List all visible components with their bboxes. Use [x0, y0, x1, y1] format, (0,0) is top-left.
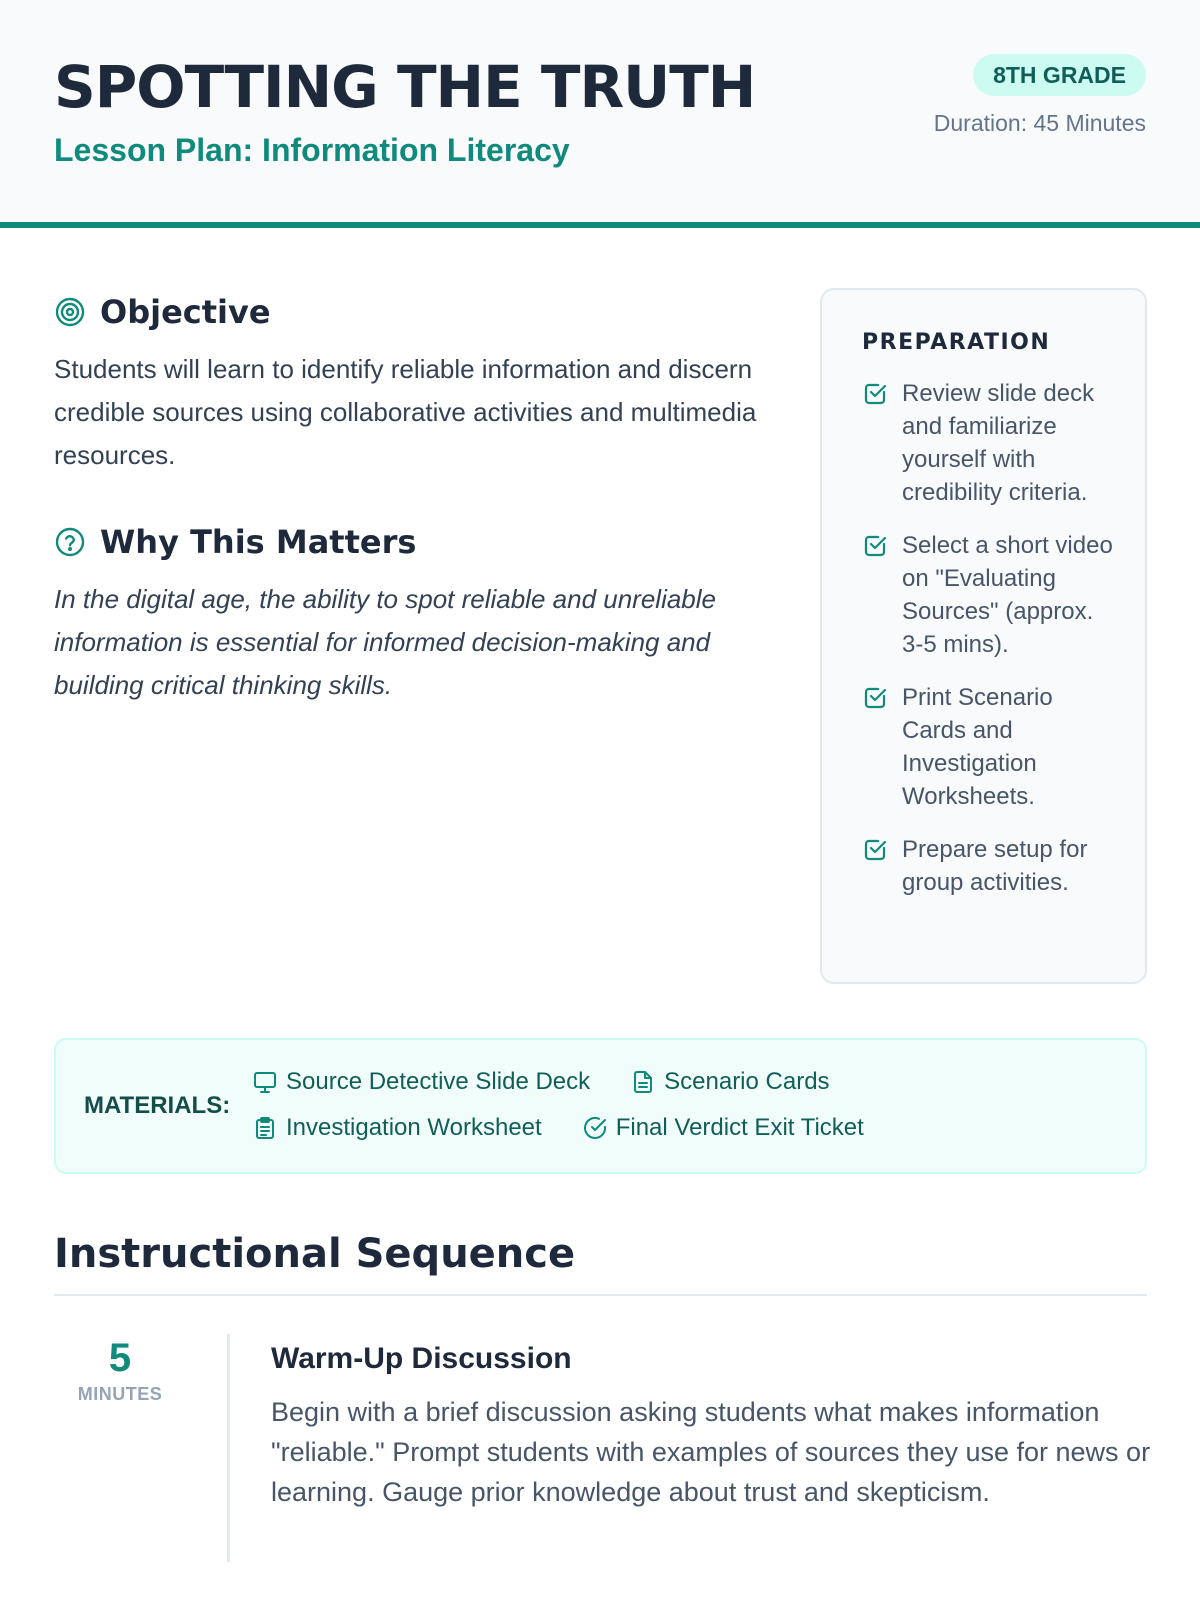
question-circle-icon — [54, 526, 86, 558]
preparation-card — [820, 288, 1147, 984]
material-item — [582, 1112, 864, 1144]
step-title: Warm-Up Discussion — [271, 1342, 572, 1375]
material-label: Investigation Worksheet — [286, 1114, 542, 1141]
material-item — [252, 1066, 590, 1098]
grade-badge: 8TH GRADE — [973, 54, 1146, 96]
document-icon — [630, 1069, 656, 1095]
materials-row — [252, 1112, 864, 1144]
objective-title: Objective — [100, 293, 271, 331]
checkbox-checked-icon — [862, 835, 890, 863]
checkbox-checked-icon — [862, 683, 890, 711]
objective-text: Students will learn to identify reliable information and discern credible sources using collaborative activities and multimedia resources. — [54, 354, 757, 470]
clipboard-icon — [252, 1115, 278, 1141]
checkbox-checked-icon — [862, 531, 890, 559]
sequence-divider — [54, 1294, 1147, 1296]
page-subtitle: Lesson Plan: Information Literacy — [54, 132, 570, 168]
step-divider — [227, 1334, 230, 1562]
page-title: SPOTTING THE TRUTH — [54, 53, 756, 121]
page-header — [0, 0, 1200, 228]
preparation-item — [862, 529, 1115, 661]
material-label: Scenario Cards — [664, 1068, 830, 1095]
materials-panel — [54, 1038, 1147, 1174]
preparation-item-text: Review slide deck and familiarize yourself with credibility criteria. — [902, 380, 1095, 506]
preparation-item — [862, 833, 1115, 899]
material-item — [252, 1112, 542, 1144]
target-icon — [54, 296, 86, 328]
step-description: Begin with a brief discussion asking students what makes information "reliable." Prompt students with examples of sources they use for news or learning. Gauge prior knowledge about trust and skepticism. — [271, 1397, 1151, 1507]
duration-label: Duration: 45 Minutes — [933, 110, 1146, 136]
step-minutes: 5 — [108, 1336, 132, 1380]
why-heading — [54, 522, 416, 562]
why-title: Why This Matters — [100, 523, 417, 561]
material-label: Final Verdict Exit Ticket — [615, 1114, 864, 1141]
preparation-item — [862, 377, 1115, 509]
preparation-item-text: Prepare setup for group activities. — [902, 836, 1088, 896]
preparation-title: PREPARATION — [862, 330, 1051, 355]
monitor-icon — [252, 1069, 278, 1095]
material-label: Source Detective Slide Deck — [286, 1068, 591, 1095]
checkbox-checked-icon — [862, 379, 890, 407]
material-item — [630, 1066, 829, 1098]
check-circle-icon — [582, 1115, 608, 1141]
preparation-item-text: Select a short video on "Evaluating Sources" (approx. 3-5 mins). — [902, 532, 1113, 658]
preparation-list — [862, 377, 1115, 899]
sequence-step — [54, 1334, 1151, 1564]
step-minutes-unit: MINUTES — [77, 1384, 163, 1404]
why-text: In the digital age, the ability to spot reliable and unreliable information is essential for informed decision-making and building critical thinking skills. — [54, 584, 716, 700]
materials-label: MATERIALS: — [84, 1092, 231, 1119]
preparation-item-text: Print Scenario Cards and Investigation Worksheets. — [902, 684, 1053, 810]
objective-heading — [54, 292, 271, 332]
materials-row — [252, 1066, 830, 1098]
sequence-heading: Instructional Sequence — [54, 1231, 576, 1277]
preparation-item — [862, 681, 1115, 813]
